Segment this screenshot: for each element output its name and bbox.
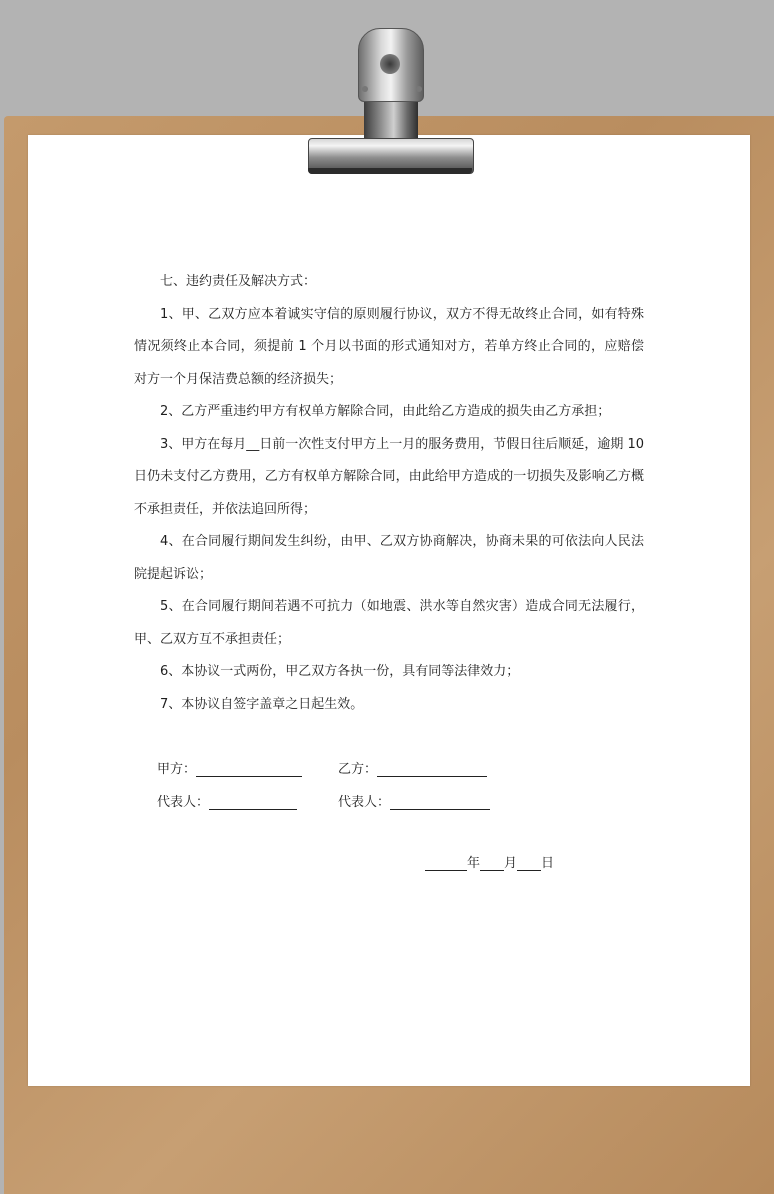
clause-3: 3、甲方在每月__日前一次性支付甲方上一月的服务费用，节假日往后顺延，逾期 10 日仍未支付乙方费用，乙方有权单方解除合同，由此给甲方造成的一切损失及影响乙方概不承担责任，并依法追回所得； <box>134 436 644 517</box>
binder-clip <box>300 28 480 178</box>
clause-6: 6、本协议一式两份，甲乙双方各执一份，具有同等法律效力； <box>160 664 520 679</box>
party-b-signature <box>338 758 487 777</box>
rep-a-signature <box>157 791 297 810</box>
year-label: 年 <box>467 856 481 871</box>
rep-b-label: 代表人： <box>338 795 391 810</box>
month-label: 月 <box>504 856 518 871</box>
date-line <box>425 852 554 871</box>
rep-a-line <box>209 795 297 810</box>
contract-section <box>134 266 644 721</box>
rep-b-line <box>390 795 490 810</box>
party-a-signature <box>157 758 302 777</box>
party-a-label: 甲方： <box>157 762 197 777</box>
rep-a-label: 代表人： <box>157 795 210 810</box>
clause-5: 5、在合同履行期间若遇不可抗力（如地震、洪水等自然灾害）造成合同无法履行，甲、乙双方互不承担责任； <box>134 599 644 647</box>
party-b-label: 乙方： <box>338 762 378 777</box>
section-title: 七、违约责任及解决方式： <box>160 274 317 289</box>
clause-7: 7、本协议自签字盖章之日起生效。 <box>160 696 364 712</box>
clause-1: 1、甲、乙双方应本着诚实守信的原则履行协议，双方不得无故终止合同，如有特殊情况须终止本合同，须提前 1 个月以书面的形式通知对方，若单方终止合同的，应赔偿对方一个月保洁费总额的经济损失； <box>134 306 644 387</box>
day-label: 日 <box>541 856 555 871</box>
party-a-line <box>196 762 302 777</box>
rep-b-signature <box>338 791 490 810</box>
clause-2: 2、乙方严重违约甲方有权单方解除合同，由此给乙方造成的损失由乙方承担； <box>160 404 611 419</box>
clause-4: 4、在合同履行期间发生纠纷，由甲、乙双方协商解决，协商未果的可依法向人民法院提起诉讼； <box>134 534 644 582</box>
party-b-line <box>377 762 487 777</box>
